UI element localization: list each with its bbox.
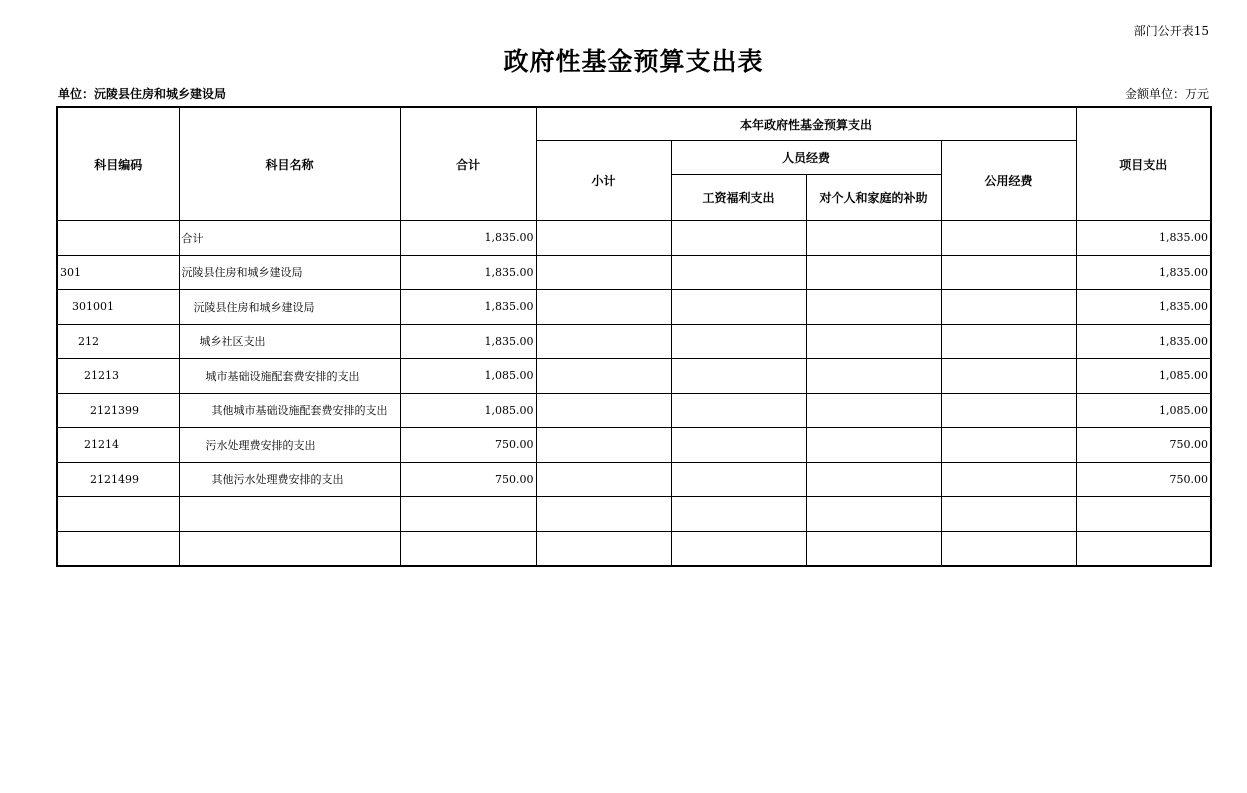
cell-public [941,428,1076,463]
cell-name [179,497,400,532]
cell-public [941,221,1076,256]
header-total: 合计 [400,107,536,221]
cell-name: 城乡社区支出 [179,324,400,359]
cell-subtotal [536,290,671,325]
cell-subtotal [536,393,671,428]
cell-subsidy [806,462,941,497]
cell-wages [671,324,806,359]
table-row [57,393,1211,428]
cell-wages [671,255,806,290]
cell-subtotal [536,531,671,566]
cell-public [941,497,1076,532]
cell-public [941,531,1076,566]
cell-wages [671,531,806,566]
header-subsidy: 对个人和家庭的补助 [806,175,941,221]
table-row [57,255,1211,290]
page-label: 部门公开表15 [1133,24,1209,38]
table-row [57,359,1211,394]
cell-total: 1,085.00 [400,359,536,394]
cell-name: 城市基础设施配套费安排的支出 [179,359,400,394]
cell-name: 沅陵县住房和城乡建设局 [179,255,400,290]
cell-name [179,531,400,566]
header-current-year: 本年政府性基金预算支出 [536,107,1076,141]
cell-project: 1,835.00 [1076,221,1211,256]
cell-public [941,359,1076,394]
cell-subsidy [806,393,941,428]
cell-total: 1,835.00 [400,290,536,325]
cell-code: 301001 [57,290,179,325]
cell-subsidy [806,359,941,394]
cell-total: 1,835.00 [400,324,536,359]
cell-code: 2121399 [57,393,179,428]
cell-project: 750.00 [1076,462,1211,497]
cell-public [941,324,1076,359]
cell-subsidy [806,497,941,532]
header-public: 公用经费 [941,141,1076,221]
cell-subtotal [536,359,671,394]
cell-total [400,531,536,566]
cell-total: 1,835.00 [400,255,536,290]
cell-public [941,255,1076,290]
cell-subsidy [806,531,941,566]
table-row [57,428,1211,463]
cell-project [1076,497,1211,532]
cell-code: 301 [57,255,179,290]
cell-wages [671,393,806,428]
cell-subtotal [536,497,671,532]
cell-subsidy [806,324,941,359]
cell-subsidy [806,290,941,325]
table-row [57,290,1211,325]
cell-subsidy [806,221,941,256]
cell-project [1076,531,1211,566]
unit-label: 单位：沅陵县住房和城乡建设局 [58,87,227,101]
table-row [57,531,1211,566]
cell-public [941,393,1076,428]
budget-table [56,106,1212,567]
cell-wages [671,462,806,497]
header-project: 项目支出 [1076,107,1211,221]
cell-name: 其他城市基础设施配套费安排的支出 [179,393,400,428]
cell-code [57,221,179,256]
cell-code [57,531,179,566]
table-row [57,497,1211,532]
cell-subsidy [806,428,941,463]
cell-wages [671,428,806,463]
cell-total: 750.00 [400,428,536,463]
cell-wages [671,359,806,394]
header-code: 科目编码 [57,107,179,221]
cell-project: 750.00 [1076,428,1211,463]
cell-public [941,462,1076,497]
cell-code: 212 [57,324,179,359]
cell-wages [671,497,806,532]
cell-total [400,497,536,532]
cell-code [57,497,179,532]
cell-subtotal [536,462,671,497]
cell-wages [671,290,806,325]
cell-name: 污水处理费安排的支出 [179,428,400,463]
cell-subtotal [536,324,671,359]
cell-project: 1,085.00 [1076,393,1211,428]
cell-subtotal [536,221,671,256]
amount-unit-label: 金额单位：万元 [1124,87,1209,101]
header-subtotal: 小计 [536,141,671,221]
cell-code: 2121499 [57,462,179,497]
header-personnel: 人员经费 [671,141,941,175]
cell-project: 1,835.00 [1076,324,1211,359]
cell-name: 其他污水处理费安排的支出 [179,462,400,497]
cell-subtotal [536,255,671,290]
cell-subsidy [806,255,941,290]
cell-total: 1,835.00 [400,221,536,256]
cell-project: 1,835.00 [1076,255,1211,290]
cell-code: 21214 [57,428,179,463]
table-row [57,221,1211,256]
cell-project: 1,085.00 [1076,359,1211,394]
cell-total: 1,085.00 [400,393,536,428]
cell-name: 合计 [179,221,400,256]
table-row [57,462,1211,497]
cell-subtotal [536,428,671,463]
cell-wages [671,221,806,256]
page-title: 政府性基金预算支出表 [503,47,764,76]
cell-total: 750.00 [400,462,536,497]
cell-code: 21213 [57,359,179,394]
cell-name: 沅陵县住房和城乡建设局 [179,290,400,325]
cell-public [941,290,1076,325]
table-row [57,324,1211,359]
header-name: 科目名称 [179,107,400,221]
header-wages: 工资福利支出 [671,175,806,221]
cell-project: 1,835.00 [1076,290,1211,325]
